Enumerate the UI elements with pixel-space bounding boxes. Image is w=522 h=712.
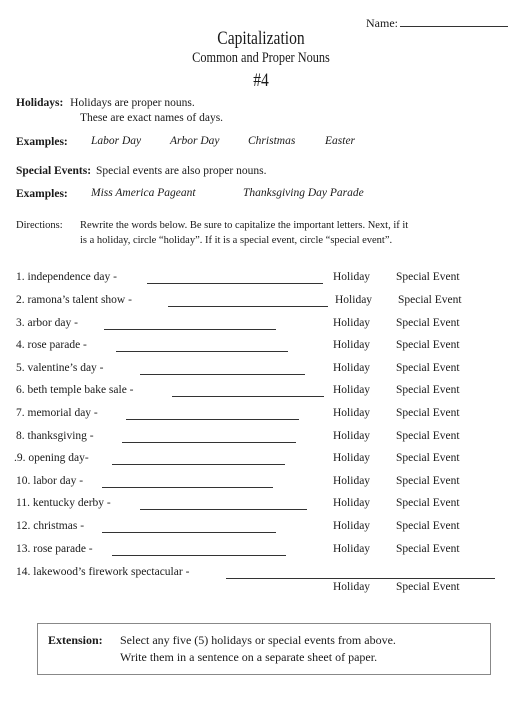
item-prompt: 11. kentucky derby -	[16, 497, 111, 509]
item-prompt: 1. independence day -	[16, 271, 117, 283]
item-prompt: 2. ramona’s talent show -	[16, 294, 132, 306]
answer-blank[interactable]	[126, 419, 299, 420]
holiday-option[interactable]: Holiday	[333, 339, 371, 351]
holidays-label: Holidays:	[16, 97, 64, 109]
example-arbor-day: Arbor Day	[170, 135, 220, 147]
example-christmas: Christmas	[248, 135, 296, 147]
holidays-line1: Holidays are proper nouns.	[70, 97, 195, 109]
example-miss-america: Miss America Pageant	[91, 187, 196, 199]
worksheet-subtitle: Common and Proper Nouns	[192, 50, 330, 66]
examples1-label: Examples:	[16, 136, 68, 148]
special-event-option[interactable]: Special Event	[398, 294, 462, 306]
answer-blank[interactable]	[112, 555, 286, 556]
special-event-option[interactable]: Special Event	[396, 543, 460, 555]
name-label: Name:	[366, 16, 398, 30]
item-prompt: 10. labor day -	[16, 475, 84, 487]
answer-blank[interactable]	[168, 306, 328, 307]
answer-blank[interactable]	[112, 464, 285, 465]
special-events-text: Special events are also proper nouns.	[95, 165, 267, 177]
answer-blank[interactable]	[140, 509, 307, 510]
holiday-option[interactable]: Holiday	[333, 543, 371, 555]
examples2-label: Examples:	[16, 188, 68, 200]
holiday-option[interactable]: Holiday	[333, 430, 371, 442]
extension-line1: Select any five (5) holidays or special events from above.	[120, 633, 396, 647]
answer-blank[interactable]	[116, 351, 288, 352]
special-event-option[interactable]: Special Event	[396, 362, 460, 374]
holiday-option[interactable]: Holiday	[333, 384, 371, 396]
special-event-option[interactable]: Special Event	[396, 384, 460, 396]
directions-line1: Rewrite the words below. Be sure to capitalize the important letters. Next, if it	[80, 220, 409, 231]
worksheet-title: Capitalization	[217, 28, 305, 49]
holiday-option[interactable]: Holiday	[333, 317, 371, 329]
item-prompt: 13. rose parade -	[16, 543, 93, 555]
name-field[interactable]	[366, 15, 508, 31]
item-prompt: 8. thanksgiving -	[16, 430, 94, 442]
answer-blank[interactable]	[147, 283, 323, 284]
answer-blank[interactable]	[226, 578, 495, 579]
item-prompt: 14. lakewood’s firework spectacular -	[16, 566, 190, 578]
directions-label: Directions:	[16, 220, 63, 231]
holiday-option[interactable]: Holiday	[333, 271, 371, 283]
item-prompt: 7. memorial day -	[16, 407, 98, 419]
special-events-definition	[16, 164, 266, 179]
item-prompt: 3. arbor day -	[16, 317, 78, 329]
holiday-option[interactable]: Holiday	[333, 581, 371, 593]
holidays-line2: These are exact names of days.	[80, 112, 224, 124]
special-event-option[interactable]: Special Event	[396, 581, 460, 593]
item-prompt: 6. beth temple bake sale -	[16, 384, 134, 396]
extension-label: Extension:	[48, 633, 103, 647]
holiday-option[interactable]: Holiday	[333, 520, 371, 532]
special-event-option[interactable]: Special Event	[396, 520, 460, 532]
special-event-option[interactable]: Special Event	[396, 317, 460, 329]
name-blank[interactable]	[400, 15, 508, 27]
special-event-option[interactable]: Special Event	[396, 497, 460, 509]
holiday-option[interactable]: Holiday	[333, 475, 371, 487]
answer-blank[interactable]	[172, 396, 324, 397]
item-prompt: 5. valentine’s day -	[16, 362, 104, 374]
answer-blank[interactable]	[102, 532, 276, 533]
answer-blank[interactable]	[102, 487, 273, 488]
holiday-option[interactable]: Holiday	[333, 452, 371, 464]
item-prompt: .9. opening day-	[14, 452, 89, 464]
worksheet-number: #4	[253, 70, 269, 91]
answer-blank[interactable]	[140, 374, 305, 375]
holiday-option[interactable]: Holiday	[335, 294, 373, 306]
special-events-label: Special Events:	[16, 165, 92, 177]
special-event-option[interactable]: Special Event	[396, 407, 460, 419]
item-prompt: 4. rose parade -	[16, 339, 87, 351]
holidays-definition	[16, 96, 195, 111]
special-event-option[interactable]: Special Event	[396, 339, 460, 351]
special-event-option[interactable]: Special Event	[396, 271, 460, 283]
answer-blank[interactable]	[104, 329, 276, 330]
example-thanksgiving-parade: Thanksgiving Day Parade	[243, 187, 364, 199]
holiday-option[interactable]: Holiday	[333, 407, 371, 419]
extension-box	[37, 623, 491, 675]
special-event-option[interactable]: Special Event	[396, 475, 460, 487]
special-event-option[interactable]: Special Event	[396, 430, 460, 442]
holiday-option[interactable]: Holiday	[333, 497, 371, 509]
example-labor-day: Labor Day	[91, 135, 142, 147]
directions-line2: is a holiday, circle “holiday”. If it is a special event, circle “special event”.	[80, 235, 393, 246]
example-easter: Easter	[325, 135, 356, 147]
special-event-option[interactable]: Special Event	[396, 452, 460, 464]
holiday-option[interactable]: Holiday	[333, 362, 371, 374]
item-prompt: 12. christmas -	[16, 520, 85, 532]
extension-line2: Write them in a sentence on a separate sheet of paper.	[120, 650, 378, 664]
answer-blank[interactable]	[122, 442, 296, 443]
